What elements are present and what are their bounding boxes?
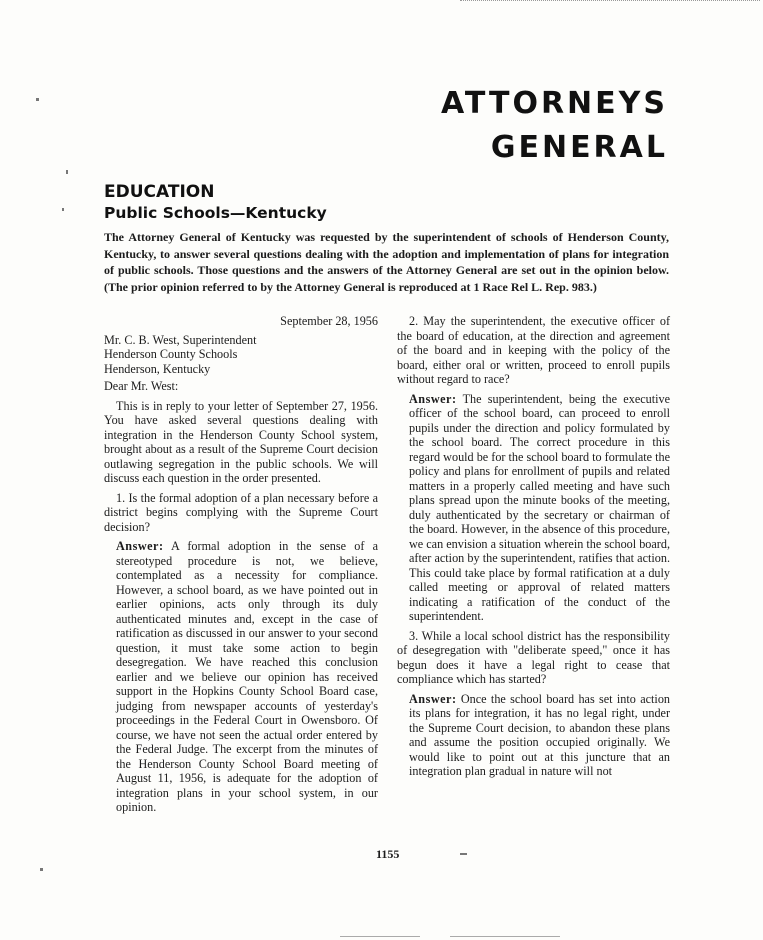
question-1: 1. Is the formal adoption of a plan necessary before a district begins complying with the Supreme Court decision?	[104, 490, 378, 534]
scan-speck	[36, 98, 39, 101]
top-dotted-edge	[460, 0, 760, 2]
right-column	[397, 314, 670, 784]
page-heading-line1: ATTORNEYS	[440, 86, 668, 121]
page-heading-line2: GENERAL	[490, 130, 668, 165]
page-number: 1155	[376, 847, 400, 861]
scan-speck	[40, 868, 43, 871]
scan-speck	[62, 208, 64, 211]
address-line: Mr. C. B. West, Superintendent	[104, 332, 257, 347]
question-2: 2. May the superintendent, the executive officer of the board of education, at the direction and agreement of the board and in keeping with the policy of the board, either oral or written, proceed to enroll pupils without regard to race?	[397, 314, 670, 386]
answer-1	[104, 539, 378, 815]
summary-paragraph: The Attorney General of Kentucky was requested by the superintendent of schools of Henderson County, Kentucky, to answer several questions dealing with the adoption and implementation of plans for integration of public schools. Those questions and the answers of the Attorney General are set out in the opinion below. (The prior opinion referred to by the Attorney General is reproduced at 1 Race Rel L. Rep. 983.)	[104, 230, 669, 294]
answer-label: Answer:	[116, 539, 164, 553]
scan-speck	[66, 170, 68, 174]
intro-paragraph: This is in reply to your letter of September 27, 1956. You have asked several questions dealing with integration in the Henderson County School system, brought about as a result of the Supreme Court decision outlawing segregation in the public schools. We will discuss each question in the order presented.	[104, 398, 378, 485]
answer-3	[397, 692, 670, 779]
answer-label: Answer:	[409, 691, 457, 706]
address-line: Henderson, Kentucky	[104, 361, 211, 376]
subsection-title: Public Schools—Kentucky	[104, 204, 327, 222]
answer-2	[397, 392, 670, 624]
bottom-scan-line	[340, 936, 420, 937]
scan-speck	[460, 853, 467, 855]
question-3: 3. While a local school district has the responsibility of desegregation with "deliberate speed," once it has begun does it have a legal right to cease that compliance which has started?	[397, 628, 670, 686]
answer-text: The superintendent, being the executive officer of the school board, can proceed to enroll pupils under the direction and policy formulated by the school board. The correct procedure in this regard would be for the school board to formulate the policy and plans for enrollment of pupils and related matters in a properly called meeting and have such plans spread upon the minute books of the meeting, duly authenticated by the secretary or chairman of the board. However, in the absence of this procedure, we can envision a situation wherein the school board, after action by the superintendent, ratifies that action. This could take place by formal ratification at a duly called meeting or approval of related matters indicating a ratification of the conduct of the superintendent.	[409, 391, 671, 623]
letter-date: September 28, 1956	[280, 314, 378, 328]
left-column	[104, 314, 378, 820]
bottom-scan-line	[450, 936, 560, 937]
answer-label: Answer:	[409, 391, 457, 406]
salutation: Dear Mr. West:	[104, 379, 179, 393]
section-title: EDUCATION	[104, 182, 215, 202]
answer-text: A formal adoption in the sense of a stereotyped procedure is not, we believe, contemplated as a necessity for compliance. However, a school board, as we have pointed out in earlier opinions, acts only through its duly authenticated minutes and, except in the case of ratification as discussed in our answer to your second question, it must take some action to begin desegregation. We have reached this conclusion earlier and we believe our opinion has received support in the Hopkins County School Board case, judging from newspaper accounts of yesterday's proceedings in the Federal Court in Owensboro. Of course, we have not seen the actual order entered by the Federal Judge. The excerpt from the minutes of the Henderson County School Board meeting of August 11, 1956, is adequate for the adoption of integration plans in your school system, in our opinion.	[116, 539, 379, 814]
address-line: Henderson County Schools	[104, 347, 238, 361]
answer-text: Once the school board has set into action its plans for integration, it has no legal right, under the Supreme Court decision, to abandon these plans and assume the position occupied originally. We would like to point out at this juncture that an integration plan gradual in nature will not	[409, 691, 671, 778]
